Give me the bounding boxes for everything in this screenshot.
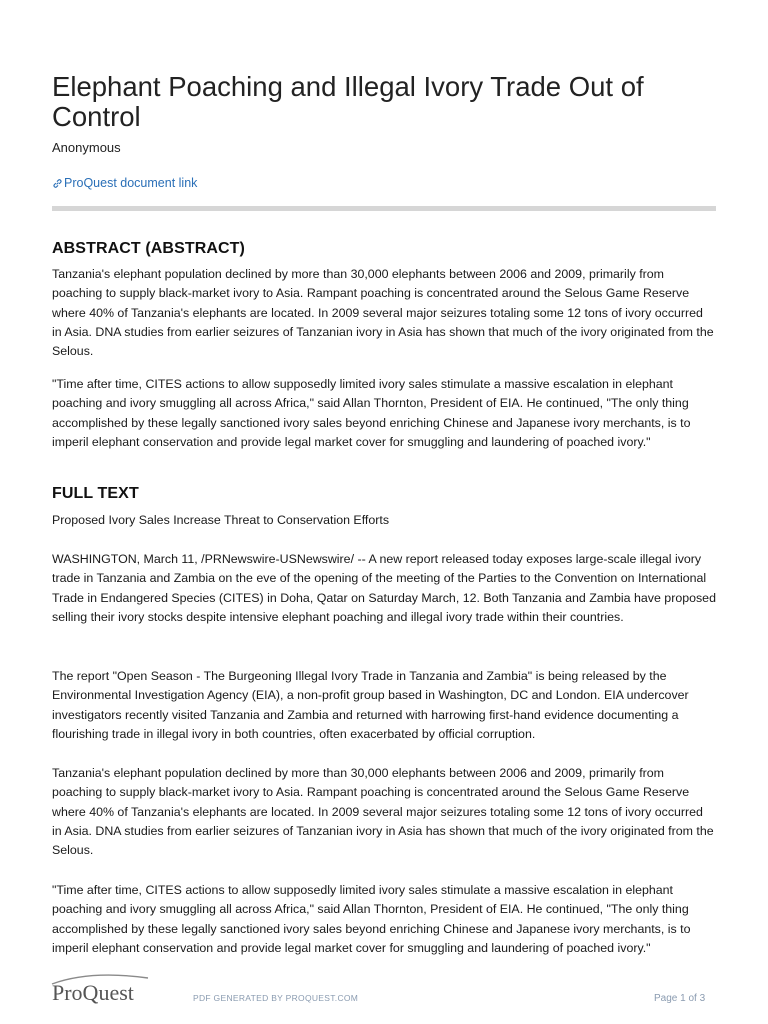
full-text-subtitle: Proposed Ivory Sales Increase Threat to Conservation Efforts	[52, 513, 390, 527]
full-text-paragraph: Tanzania's elephant population declined by more than 30,000 elephants between 2006 and 2009, primarily from poaching to supply black-market ivory to Asia. Rampant poaching is concentrated around the Selous Game Reserve where 40% of Tanzania's elephants are located. In 2009 several major seizures totaling some 12 tons of ivory occurred in Asia. DNA studies from earlier seizures of Tanzanian ivory in Asia has shown that much of the ivory originated from the Selous.	[52, 766, 714, 858]
proquest-logo	[52, 980, 134, 1006]
logo-text: ProQuest	[52, 980, 134, 1005]
abstract-paragraph: "Time after time, CITES actions to allow supposedly limited ivory sales stimulate a massive escalation in elephant poaching and ivory smuggling all across Africa," said Allan Thornton, President of EIA. He continued, "The only thing accomplished by these legally sanctioned ivory sales beyond enriching Chinese and Japanese ivory merchants, is to imperil elephant conservation and provide legal market cover for smuggling and laundering of poached ivory."	[52, 377, 691, 449]
proquest-document-link[interactable]	[52, 176, 197, 190]
abstract-paragraph: Tanzania's elephant population declined by more than 30,000 elephants between 2006 and 2009, primarily from poaching to supply black-market ivory to Asia. Rampant poaching is concentrated around the Selous Game Reserve where 40% of Tanzania's elephants are located. In 2009 several major seizures totaling some 12 tons of ivory occurred in Asia. DNA studies from earlier seizures of Tanzanian ivory in Asia has shown that much of the ivory originated from the Selous.	[52, 267, 714, 359]
page-number: Page 1 of 3	[654, 993, 706, 1004]
document-title: Elephant Poaching and Illegal Ivory Trade Out of Control	[52, 71, 644, 132]
header-divider	[52, 206, 716, 211]
logo-swoosh-icon	[50, 972, 150, 986]
full-text-paragraph: The report "Open Season - The Burgeoning Illegal Ivory Trade in Tanzania and Zambia" is being released by the Environmental Investigation Agency (EIA), a non-profit group based in Washington, DC and London. EIA undercover investigators recently visited Tanzania and Zambia and returned with harrowing first-hand evidence documenting a flourishing trade in illegal ivory in both countries, often exacerbated by official corruption.	[52, 669, 689, 741]
generated-by-label: PDF GENERATED BY PROQUEST.COM	[193, 993, 359, 1003]
link-icon	[52, 178, 63, 189]
full-text-paragraph: WASHINGTON, March 11, /PRNewswire-USNewswire/ -- A new report released today exposes large-scale illegal ivory trade in Tanzania and Zambia on the eve of the opening of the meeting of the Parties to the Convention on International Trade in Endangered Species (CITES) in Doha, Qatar on Saturday March, 12. Both Tanzania and Zambia have proposed selling their ivory stocks despite intensive elephant poaching and illegal ivory trade within their countries.	[52, 552, 716, 624]
abstract-heading: ABSTRACT (ABSTRACT)	[52, 240, 245, 257]
full-text-paragraph: "Time after time, CITES actions to allow supposedly limited ivory sales stimulate a massive escalation in elephant poaching and ivory smuggling all across Africa," said Allan Thornton, President of EIA. He continued, "The only thing accomplished by these legally sanctioned ivory sales beyond enriching Chinese and Japanese ivory merchants, is to imperil elephant conservation and provide legal market cover for smuggling and laundering of poached ivory."	[52, 883, 691, 955]
document-author: Anonymous	[52, 140, 121, 155]
doc-link-label: ProQuest document link	[64, 176, 198, 190]
full-text-heading: FULL TEXT	[52, 485, 139, 502]
